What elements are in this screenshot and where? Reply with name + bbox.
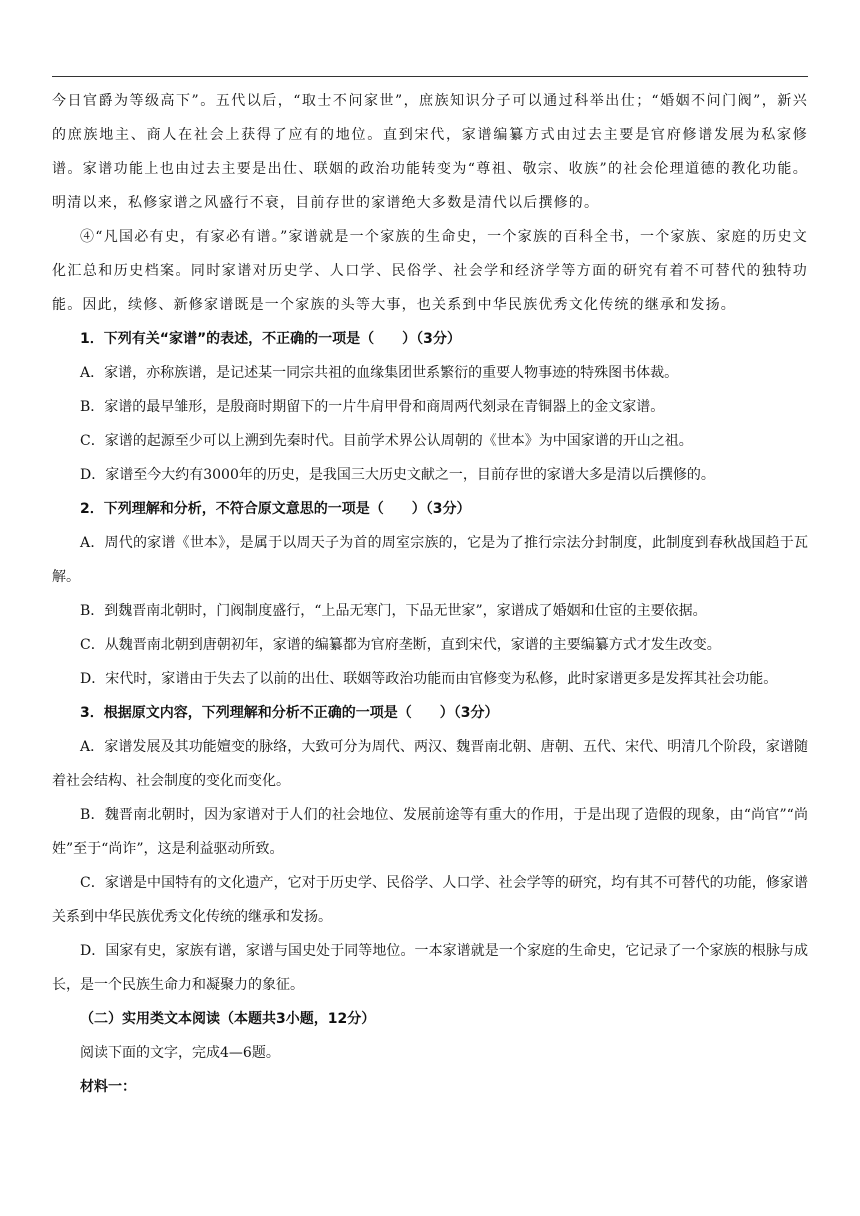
question-3-option-c: C．家谱是中国特有的文化遗产，它对于历史学、民俗学、人口学、社会学等的研究，均有其不可替代的功能，修家谱关系到中华民族优秀文化传统的继承和发扬。: [52, 875, 808, 925]
question-2-option-d: D．宋代时，家谱由于失去了以前的出仕、联姻等政治功能而由官修变为私修，此时家谱更多是发挥其社会功能。: [80, 671, 778, 687]
question-1-option-a: A．家谱，亦称族谱，是记述某一同宗共祖的血缘集团世系繁衍的重要人物事迹的特殊图书体裁。: [80, 365, 679, 381]
question-2-option-b: B．到魏晋南北朝时，门阀制度盛行，“上品无寒门，下品无世家”，家谱成了婚姻和仕宦的主要依据。: [80, 603, 707, 619]
exam-page: [52, 84, 808, 1104]
question-1-stem: 1．下列有关“家谱”的表述，不正确的一项是（ ）（3分）: [80, 331, 461, 347]
question-1-option-d: D．家谱至今大约有3000年的历史，是我国三大历史文献之一，目前存世的家谱大多是清以后撰修的。: [80, 467, 715, 483]
passage-paragraph-3: 今日官爵为等级高下”。五代以后，“取士不问家世”，庶族知识分子可以通过科举出仕；“婚姻不问门阀”，新兴的庶族地主、商人在社会上获得了应有的地位。直到宋代，家谱编纂方式由过去主要是官府修谱发展为私家修谱。家谱功能上也由过去主要是出仕、联姻的政治功能转变为“尊祖、敬宗、收族”的社会伦理道德的教化功能。明清以来，私修家谱之风盛行不衰，目前存世的家谱绝大多数是清代以后撰修的。: [52, 93, 808, 211]
question-1-option-b: B．家谱的最早雏形，是殷商时期留下的一片牛肩甲骨和商周两代刻录在青铜器上的金文家谱。: [80, 399, 665, 415]
question-3-option-a: A．家谱发展及其功能嬗变的脉络，大致可分为周代、两汉、魏晋南北朝、唐朝、五代、宋代、明清几个阶段，家谱随着社会结构、社会制度的变化而变化。: [52, 739, 808, 789]
question-3-option-b: B．魏晋南北朝时，因为家谱对于人们的社会地位、发展前途等有重大的作用，于是出现了造假的现象，由“尚官”“尚姓”至于“尚诈”，这是利益驱动所致。: [52, 807, 808, 857]
section-heading: （二）实用类文本阅读（本题共3小题，12分）: [80, 1011, 376, 1027]
section-instruction: 阅读下面的文字，完成4—6题。: [80, 1045, 280, 1061]
material-label: 材料一：: [80, 1079, 136, 1095]
question-3-option-d: D．国家有史，家族有谱，家谱与国史处于同等地位。一本家谱就是一个家庭的生命史，它记录了一个家族的根脉与成长，是一个民族生命力和凝聚力的象征。: [52, 943, 808, 993]
question-2-stem: 2．下列理解和分析，不符合原文意思的一项是（ ）（3分）: [80, 501, 471, 517]
header-rule: [52, 76, 808, 77]
passage-paragraph-4: ④“凡国必有史，有家必有谱。”家谱就是一个家族的生命史，一个家族的百科全书，一个家族、家庭的历史文化汇总和历史档案。同时家谱对历史学、人口学、民俗学、社会学和经济学等方面的研究有着不可替代的独特功能。因此，续修、新修家谱既是一个家族的头等大事，也关系到中华民族优秀文化传统的继承和发扬。: [52, 229, 808, 313]
question-2-option-a: A．周代的家谱《世本》，是属于以周天子为首的周室宗族的，它是为了推行宗法分封制度，此制度到春秋战国趋于瓦解。: [52, 535, 808, 585]
question-3-stem: 3．根据原文内容，下列理解和分析不正确的一项是（ ）（3分）: [80, 705, 499, 721]
question-2-option-c: C．从魏晋南北朝到唐朝初年，家谱的编纂都为官府垄断，直到宋代，家谱的主要编纂方式才发生改变。: [80, 637, 721, 653]
question-1-option-c: C．家谱的起源至少可以上溯到先秦时代。目前学术界公认周朝的《世本》为中国家谱的开山之祖。: [80, 433, 693, 449]
